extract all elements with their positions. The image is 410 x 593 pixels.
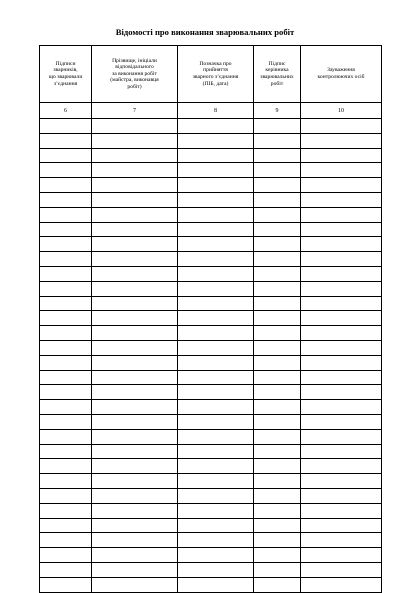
table-row [40, 148, 382, 163]
table-cell [178, 340, 254, 355]
table-cell [301, 400, 382, 415]
table-cell [254, 459, 301, 474]
table-cell [301, 577, 382, 592]
table-cell [254, 133, 301, 148]
table-cell [254, 119, 301, 134]
table-row [40, 296, 382, 311]
table-row [40, 252, 382, 267]
table-row [40, 326, 382, 341]
column-number-row [40, 103, 382, 119]
table-row [40, 355, 382, 370]
table-row [40, 340, 382, 355]
table-cell [40, 414, 92, 429]
table-cell [178, 119, 254, 134]
table-cell [92, 474, 178, 489]
table-cell [92, 311, 178, 326]
document-title: Відомості про виконання зварювальних робіт [115, 27, 295, 37]
table-cell [254, 326, 301, 341]
table-row [40, 414, 382, 429]
table-cell [254, 400, 301, 415]
table-cell [40, 444, 92, 459]
header-acceptance-mark: Позначка про прийняття зварного з’єднання (ПІБ, дата) [178, 46, 254, 103]
table-cell [92, 296, 178, 311]
table-cell [92, 548, 178, 563]
table-cell [92, 385, 178, 400]
table-cell [301, 414, 382, 429]
table-cell [301, 148, 382, 163]
table-cell [40, 474, 92, 489]
table-cell [254, 533, 301, 548]
table-cell [178, 444, 254, 459]
table-cell [301, 533, 382, 548]
table-cell [40, 178, 92, 193]
table-cell [178, 207, 254, 222]
table-cell [40, 119, 92, 134]
header-row [40, 46, 382, 103]
table-cell [301, 518, 382, 533]
table-cell [92, 119, 178, 134]
table-cell [40, 355, 92, 370]
table-cell [178, 518, 254, 533]
table-cell [301, 444, 382, 459]
table-row [40, 385, 382, 400]
table-row [40, 237, 382, 252]
table-cell [40, 281, 92, 296]
table-cell [40, 548, 92, 563]
table-cell [92, 148, 178, 163]
table-cell [92, 429, 178, 444]
table-cell [254, 370, 301, 385]
table-cell [92, 562, 178, 577]
table-row [40, 281, 382, 296]
table-cell [254, 222, 301, 237]
table-cell [254, 192, 301, 207]
table-row [40, 488, 382, 503]
table-cell [92, 414, 178, 429]
table-cell [40, 266, 92, 281]
table-cell [92, 459, 178, 474]
header-inspector-remarks: Зауваження контролюючих осіб [301, 46, 382, 103]
table-cell [92, 400, 178, 415]
column-number: 8 [178, 103, 254, 119]
table-cell [40, 400, 92, 415]
table-cell [92, 207, 178, 222]
table-cell [178, 178, 254, 193]
table-cell [40, 385, 92, 400]
table-cell [254, 281, 301, 296]
table-row [40, 429, 382, 444]
table-cell [178, 429, 254, 444]
table-row [40, 222, 382, 237]
table-cell [254, 148, 301, 163]
table-row [40, 562, 382, 577]
table-cell [40, 148, 92, 163]
table-cell [254, 444, 301, 459]
table-cell [301, 562, 382, 577]
table-cell [254, 207, 301, 222]
table-cell [254, 266, 301, 281]
table-cell [301, 178, 382, 193]
table-cell [92, 281, 178, 296]
table-cell [254, 237, 301, 252]
header-welder-signatures: Підписи зварників, що зварювали з’єднання [40, 46, 92, 103]
table-cell [40, 503, 92, 518]
table-cell [254, 518, 301, 533]
table-cell [178, 222, 254, 237]
table-cell [301, 192, 382, 207]
table-cell [40, 237, 92, 252]
table-cell [40, 488, 92, 503]
table-cell [178, 296, 254, 311]
table-cell [178, 474, 254, 489]
table-cell [301, 429, 382, 444]
table-cell [178, 459, 254, 474]
table-cell [178, 133, 254, 148]
table-cell [178, 488, 254, 503]
table-cell [40, 192, 92, 207]
blank-rows [40, 119, 382, 593]
table-cell [40, 252, 92, 267]
table-cell [40, 326, 92, 341]
table-cell [178, 311, 254, 326]
table-cell [254, 178, 301, 193]
table-cell [254, 414, 301, 429]
table-cell [254, 429, 301, 444]
table-cell [92, 370, 178, 385]
table-cell [92, 503, 178, 518]
table-cell [40, 311, 92, 326]
table-cell [178, 163, 254, 178]
table-row [40, 459, 382, 474]
table-cell [254, 355, 301, 370]
table-cell [92, 355, 178, 370]
table-row [40, 133, 382, 148]
table-cell [254, 562, 301, 577]
table-cell [178, 548, 254, 563]
table-cell [40, 207, 92, 222]
table-cell [92, 444, 178, 459]
table-row [40, 207, 382, 222]
table-cell [301, 548, 382, 563]
table-cell [254, 340, 301, 355]
table-cell [40, 370, 92, 385]
table-cell [178, 533, 254, 548]
table-cell [301, 503, 382, 518]
table-cell [92, 340, 178, 355]
table-cell [92, 237, 178, 252]
table-row [40, 119, 382, 134]
table-row [40, 503, 382, 518]
table-cell [92, 518, 178, 533]
table-cell [92, 163, 178, 178]
table-cell [301, 119, 382, 134]
table-cell [301, 385, 382, 400]
table-cell [254, 311, 301, 326]
table-cell [92, 533, 178, 548]
table-cell [254, 474, 301, 489]
table-row [40, 400, 382, 415]
table-cell [40, 429, 92, 444]
table-cell [40, 222, 92, 237]
table-cell [40, 577, 92, 592]
table-cell [92, 178, 178, 193]
column-number: 9 [254, 103, 301, 119]
table-cell [178, 148, 254, 163]
table-row [40, 178, 382, 193]
table-cell [254, 163, 301, 178]
table-cell [301, 459, 382, 474]
table-cell [301, 311, 382, 326]
table-cell [178, 370, 254, 385]
table-cell [92, 192, 178, 207]
table-cell [254, 548, 301, 563]
table-cell [92, 133, 178, 148]
table-cell [254, 577, 301, 592]
table-cell [178, 326, 254, 341]
table-cell [178, 237, 254, 252]
table-cell [40, 518, 92, 533]
table-cell [40, 533, 92, 548]
table-cell [92, 266, 178, 281]
table-cell [178, 385, 254, 400]
table-cell [178, 266, 254, 281]
table-cell [178, 503, 254, 518]
table-cell [178, 400, 254, 415]
table-cell [301, 340, 382, 355]
table-cell [178, 355, 254, 370]
table-row [40, 163, 382, 178]
table-row [40, 266, 382, 281]
table-cell [40, 163, 92, 178]
table-cell [178, 577, 254, 592]
column-number: 10 [301, 103, 382, 119]
table-cell [92, 222, 178, 237]
table-cell [92, 577, 178, 592]
table-cell [254, 385, 301, 400]
table-cell [92, 488, 178, 503]
table-cell [178, 192, 254, 207]
table-cell [301, 281, 382, 296]
table-cell [40, 562, 92, 577]
table-cell [254, 488, 301, 503]
welding-log-table [39, 45, 382, 593]
table-cell [301, 237, 382, 252]
table-cell [254, 503, 301, 518]
column-number: 7 [92, 103, 178, 119]
header-responsible-person: Прізвище, ініціали відповідального за виконання робіт (майстра, виконавця робіт) [92, 46, 178, 103]
table-row [40, 577, 382, 592]
table-cell [301, 370, 382, 385]
table-cell [92, 252, 178, 267]
table-cell [40, 340, 92, 355]
table-cell [301, 163, 382, 178]
table-row [40, 474, 382, 489]
table-cell [301, 326, 382, 341]
table-row [40, 192, 382, 207]
table-cell [40, 296, 92, 311]
table-cell [301, 133, 382, 148]
table-cell [40, 459, 92, 474]
column-number: 6 [40, 103, 92, 119]
table-row [40, 548, 382, 563]
header-manager-signature: Підпис керівника зварювальних робіт [254, 46, 301, 103]
table-cell [301, 296, 382, 311]
table-cell [301, 266, 382, 281]
table-cell [178, 414, 254, 429]
table-row [40, 370, 382, 385]
table-row [40, 533, 382, 548]
table-row [40, 518, 382, 533]
table-cell [301, 222, 382, 237]
table-cell [301, 252, 382, 267]
table-cell [40, 133, 92, 148]
table-cell [301, 355, 382, 370]
table-cell [254, 296, 301, 311]
table-cell [178, 252, 254, 267]
table-cell [178, 281, 254, 296]
table-row [40, 311, 382, 326]
table-cell [178, 562, 254, 577]
table-cell [254, 252, 301, 267]
table-cell [301, 474, 382, 489]
table-cell [301, 207, 382, 222]
table-row [40, 444, 382, 459]
table-cell [301, 488, 382, 503]
table-cell [92, 326, 178, 341]
